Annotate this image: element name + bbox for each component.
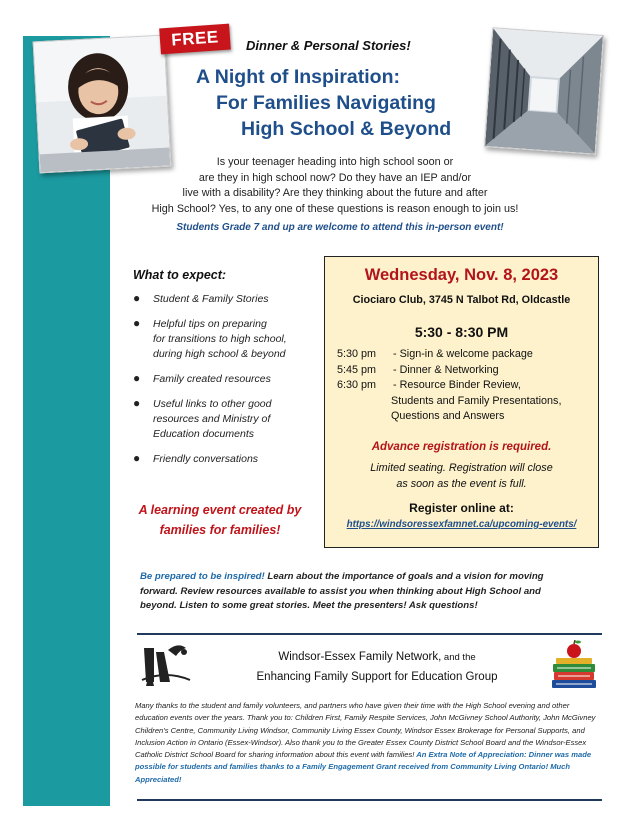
expect-item: ● Student & Family Stories: [133, 291, 269, 305]
top-divider: [137, 633, 602, 635]
advance-registration-note: Advance registration is required.: [371, 441, 552, 453]
schedule-row: 5:45 pm - Dinner & Networking: [337, 363, 499, 376]
learning-event-note: A learning event created by families for families!: [138, 503, 302, 537]
intro-line-3: live with a disability? Are they thinking about the future and after: [182, 187, 488, 199]
intro-line-1: Is your teenager heading into high school soon or: [216, 156, 454, 168]
books-apple-icon: [548, 640, 600, 690]
limited-seating-note: Limited seating. Registration will close as soon as the event is full.: [370, 462, 553, 490]
expect-item: ● Family created resources: [133, 371, 271, 385]
bullet-icon: ●: [133, 451, 141, 465]
bullet-icon: ●: [133, 371, 141, 385]
free-badge: FREE: [159, 24, 231, 55]
bullet-icon: ●: [133, 396, 141, 410]
acknowledgements-paragraph: Many thanks to the student and family volunteers, and partners who have given their time with the High School evening and other education events over the years. Thank you to: Children First, Family Respite Services, John McGivney School Authority, John McGivney Children's Centre, Community Living Windsor, Community Living Essex County, Windsor Essex Brokerage for Personal Supports, and Inclusion Action in Ontario (Essex-Windsor). Also thank you to the Greater Essex County District School Board and the Windsor-Essex Catholic District School Board for sharing information about this event with families! An Extra Note of Appreciation: Dinner was made possible for students and families thanks to a Family Engagement Grant received from Community Living Ontario! Much Appreciated!: [135, 701, 596, 784]
intro-paragraph: [125, 155, 545, 217]
expect-item: ● Helpful tips on preparing for transitions to high school, during high school & beyond: [133, 316, 287, 360]
grade-note: Students Grade 7 and up are welcome to attend this in-person event!: [176, 222, 504, 233]
appreciation-note: An Extra Note of Appreciation: Dinner was made possible for students and families thanks to a Family Engagement Grant received from Community Living Ontario! Much Appreciated!: [135, 750, 592, 784]
title-line-2: For Families Navigating: [216, 92, 436, 114]
inspired-lead: Be prepared to be inspired!: [140, 571, 265, 582]
register-online-label: Register online at:: [409, 501, 514, 515]
expect-list: [133, 292, 318, 477]
registration-link[interactable]: https://windsoressexfamnet.ca/upcoming-events/: [346, 519, 577, 530]
event-time: 5:30 - 8:30 PM: [414, 324, 509, 340]
expect-item: ● Friendly conversations: [133, 451, 259, 465]
event-venue: Ciociaro Club, 3745 N Talbot Rd, Oldcastle: [352, 294, 571, 306]
intro-line-2: are they in high school now? Do they have an IEP and/or: [198, 171, 472, 184]
inspired-paragraph: Be prepared to be inspired! Learn about the importance of goals and a vision for moving forward. Review resources available to assist you when thinking about High School and beyond. Listen to some great stories. Meet the presenters! Ask questions!: [140, 571, 544, 611]
student-tablet-photo: [33, 35, 172, 174]
schedule-continuation: Students and Family Presentations,: [391, 394, 562, 407]
bullet-icon: ●: [133, 316, 141, 330]
bullet-icon: ●: [133, 291, 141, 305]
tagline: Dinner & Personal Stories!: [246, 38, 411, 53]
event-details-box: [324, 256, 599, 548]
family-network-logo: [140, 640, 192, 686]
title-line-3: High School & Beyond: [241, 118, 452, 140]
schedule-row: 6:30 pm - Resource Binder Review,: [337, 379, 521, 391]
org-line-2: Enhancing Family Support for Education Group: [256, 671, 498, 683]
school-hallway-photo: [484, 27, 604, 155]
event-schedule: [337, 347, 597, 425]
intro-line-4: High School? Yes, to any one of these questions is reason enough to join us!: [151, 202, 519, 215]
title-line-1: A Night of Inspiration:: [196, 66, 400, 88]
bottom-divider: [137, 799, 602, 801]
expect-item: ● Useful links to other good resources and Ministry of Education documents: [133, 396, 272, 440]
expect-heading: What to expect:: [133, 268, 227, 282]
event-date: Wednesday, Nov. 8, 2023: [364, 266, 559, 284]
org-line-1: Windsor-Essex Family Network, and the: [278, 651, 476, 663]
schedule-continuation: Questions and Answers: [391, 410, 505, 422]
schedule-row: 5:30 pm - Sign-in & welcome package: [337, 348, 533, 360]
